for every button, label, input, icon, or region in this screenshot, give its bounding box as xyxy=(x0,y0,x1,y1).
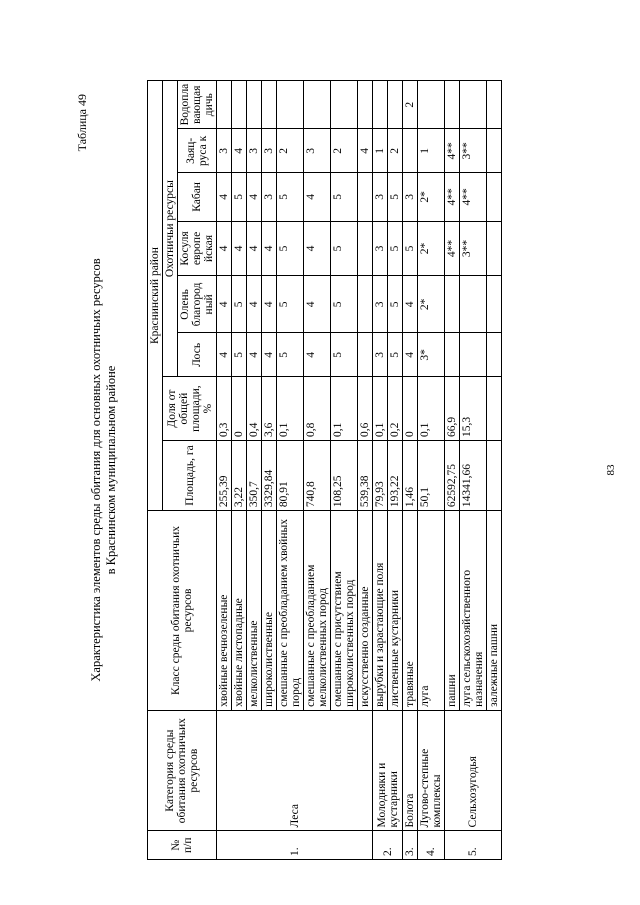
table-row xyxy=(418,81,445,860)
row-class: лиственные кустарники xyxy=(388,511,403,711)
cell-roe: 3 xyxy=(373,221,388,276)
cell-area: 3,22 xyxy=(232,440,247,510)
cell-share: 0,3 xyxy=(217,377,232,441)
header-class: Класс среды обитания охотничьих ресурсов xyxy=(148,511,217,711)
cell-moose: 3 xyxy=(373,333,388,377)
cell-deer xyxy=(358,276,373,333)
cell-hare: 3 xyxy=(247,129,262,173)
cell-moose: 3* xyxy=(418,333,445,377)
header-boar: Кабан xyxy=(178,173,217,221)
header-resources: Охотничьи ресурсы xyxy=(163,81,178,377)
cell-deer: 5 xyxy=(331,276,358,333)
cell-share: 0,1 xyxy=(331,377,358,441)
cell-moose: 5 xyxy=(232,333,247,377)
cell-share: 0,4 xyxy=(247,377,262,441)
row-class: пашни xyxy=(445,511,460,711)
cell-roe: 3** xyxy=(460,221,487,276)
cell-boar: 4 xyxy=(247,173,262,221)
cell-moose: 5 xyxy=(331,333,358,377)
table-caption: Таблица 49 xyxy=(75,94,89,152)
cell-roe xyxy=(487,221,502,276)
cell-share: 0,2 xyxy=(388,377,403,441)
cell-water xyxy=(247,81,262,129)
cell-deer xyxy=(445,276,460,333)
cell-boar: 5 xyxy=(388,173,403,221)
title-line-1: Характеристика элементов среды обитания для основных охотничьих ресурсов xyxy=(89,258,103,682)
cell-boar xyxy=(487,173,502,221)
cell-moose: 4 xyxy=(304,333,331,377)
cell-boar: 4 xyxy=(304,173,331,221)
cell-boar: 5 xyxy=(232,173,247,221)
cell-hare: 1 xyxy=(373,129,388,173)
cell-share: 0,6 xyxy=(358,377,373,441)
row-category: Сельхозугодья xyxy=(445,710,502,831)
cell-share: 0,1 xyxy=(277,377,304,441)
cell-water xyxy=(277,81,304,129)
cell-hare: 3** xyxy=(460,129,487,173)
cell-hare: 2 xyxy=(388,129,403,173)
row-category: Лугово-степные комплексы xyxy=(418,710,445,831)
cell-area: 14341,66 xyxy=(460,440,487,510)
row-class: широколиственные xyxy=(262,511,277,711)
cell-area: 255,39 xyxy=(217,440,232,510)
cell-area: 3329,84 xyxy=(262,440,277,510)
row-category: Молодняки и кустарники xyxy=(373,710,403,831)
cell-deer: 4 xyxy=(217,276,232,333)
cell-water xyxy=(232,81,247,129)
cell-deer: 4 xyxy=(262,276,277,333)
cell-moose xyxy=(445,333,460,377)
cell-moose xyxy=(487,333,502,377)
header-water: Водопла вающая дичь xyxy=(178,81,217,129)
cell-roe: 2* xyxy=(418,221,445,276)
cell-share: 0 xyxy=(403,377,418,441)
cell-deer: 5 xyxy=(388,276,403,333)
cell-share: 66,9 xyxy=(445,377,460,441)
row-num: 4. xyxy=(418,831,445,860)
page-number: 83 xyxy=(605,464,617,476)
cell-area: 740,8 xyxy=(304,440,331,510)
page-title xyxy=(89,80,119,860)
cell-boar: 3 xyxy=(373,173,388,221)
table-row xyxy=(217,81,232,860)
row-category: Леса xyxy=(217,710,373,831)
cell-roe: 5 xyxy=(277,221,304,276)
cell-water xyxy=(418,81,445,129)
row-class: луга xyxy=(418,511,445,711)
cell-roe: 4 xyxy=(262,221,277,276)
cell-boar: 4 xyxy=(217,173,232,221)
cell-roe: 4** xyxy=(445,221,460,276)
row-class: залежные пашни xyxy=(487,511,502,711)
row-class: травяные xyxy=(403,511,418,711)
row-class: смешанные с присутствием широколиственных пород xyxy=(331,511,358,711)
header-area: Площадь, га xyxy=(163,440,217,510)
header-deer: Олень благород ный xyxy=(178,276,217,333)
cell-share: 3,6 xyxy=(262,377,277,441)
title-line-2: в Краснинском муниципальном районе xyxy=(104,365,118,575)
cell-boar xyxy=(358,173,373,221)
cell-area: 79,93 xyxy=(373,440,388,510)
cell-hare: 3 xyxy=(262,129,277,173)
cell-water: 2 xyxy=(403,81,418,129)
cell-boar: 3 xyxy=(262,173,277,221)
rotated-page xyxy=(75,80,617,860)
row-class: искусственно созданные xyxy=(358,511,373,711)
cell-boar: 5 xyxy=(277,173,304,221)
row-class: вырубки и зарастающие поля xyxy=(373,511,388,711)
cell-deer: 5 xyxy=(277,276,304,333)
cell-hare: 1 xyxy=(418,129,445,173)
header-roe: Косуля европе йская xyxy=(178,221,217,276)
cell-deer: 3 xyxy=(373,276,388,333)
cell-roe: 5 xyxy=(388,221,403,276)
cell-hare xyxy=(403,129,418,173)
cell-roe: 5 xyxy=(403,221,418,276)
row-category: Болота xyxy=(403,710,418,831)
cell-area: 108,25 xyxy=(331,440,358,510)
cell-roe: 4 xyxy=(232,221,247,276)
header-district: Краснинский район xyxy=(148,81,163,511)
cell-boar: 2* xyxy=(418,173,445,221)
cell-deer: 4 xyxy=(247,276,262,333)
cell-water xyxy=(331,81,358,129)
cell-deer: 4 xyxy=(403,276,418,333)
table-row xyxy=(445,81,460,860)
cell-deer: 2* xyxy=(418,276,445,333)
cell-water xyxy=(358,81,373,129)
cell-area: 1,46 xyxy=(403,440,418,510)
cell-hare: 2 xyxy=(277,129,304,173)
cell-water xyxy=(487,81,502,129)
cell-water xyxy=(388,81,403,129)
cell-moose xyxy=(460,333,487,377)
cell-moose: 5 xyxy=(388,333,403,377)
cell-hare: 4 xyxy=(232,129,247,173)
cell-hare: 3 xyxy=(217,129,232,173)
cell-hare: 2 xyxy=(331,129,358,173)
header-hare: Заяц-руса к xyxy=(178,129,217,173)
cell-deer: 4 xyxy=(304,276,331,333)
row-num: 1. xyxy=(217,831,373,860)
cell-water xyxy=(217,81,232,129)
table-row xyxy=(373,81,388,860)
cell-roe: 4 xyxy=(304,221,331,276)
cell-water xyxy=(445,81,460,129)
cell-area: 50,1 xyxy=(418,440,445,510)
cell-roe: 4 xyxy=(217,221,232,276)
cell-water xyxy=(460,81,487,129)
cell-water xyxy=(304,81,331,129)
row-class: смешанные с преобладанием мелколиственных пород xyxy=(304,511,331,711)
cell-moose: 4 xyxy=(247,333,262,377)
row-class: смешанные с преобладанием хвойных пород xyxy=(277,511,304,711)
cell-deer: 5 xyxy=(232,276,247,333)
cell-share: 0,1 xyxy=(418,377,445,441)
cell-moose: 4 xyxy=(262,333,277,377)
row-class: мелколиственные xyxy=(247,511,262,711)
cell-share: 0,1 xyxy=(373,377,388,441)
cell-water xyxy=(262,81,277,129)
cell-share xyxy=(487,377,502,441)
cell-boar: 4** xyxy=(445,173,460,221)
row-num: 2. xyxy=(373,831,403,860)
header-category: Категория среды обитания охотничьих ресурсов xyxy=(148,710,217,831)
header-moose: Лось xyxy=(178,333,217,377)
cell-water xyxy=(373,81,388,129)
row-class: луга сельскохозяйственного назначения xyxy=(460,511,487,711)
cell-share: 0 xyxy=(232,377,247,441)
cell-boar: 5 xyxy=(331,173,358,221)
row-num: 5. xyxy=(445,831,502,860)
row-class: хвойные листопадные xyxy=(232,511,247,711)
cell-moose xyxy=(358,333,373,377)
cell-roe: 5 xyxy=(331,221,358,276)
cell-area: 539,38 xyxy=(358,440,373,510)
cell-deer xyxy=(460,276,487,333)
habitat-table xyxy=(147,80,502,860)
cell-area: 193,22 xyxy=(388,440,403,510)
cell-moose: 4 xyxy=(217,333,232,377)
header-num: № п/п xyxy=(148,831,217,860)
cell-area: 350,7 xyxy=(247,440,262,510)
cell-roe xyxy=(358,221,373,276)
cell-hare xyxy=(487,129,502,173)
cell-share: 15,3 xyxy=(460,377,487,441)
cell-area xyxy=(487,440,502,510)
cell-moose: 4 xyxy=(403,333,418,377)
cell-hare: 4** xyxy=(445,129,460,173)
row-class: хвойные вечнозеленые xyxy=(217,511,232,711)
cell-hare: 4 xyxy=(358,129,373,173)
cell-moose: 5 xyxy=(277,333,304,377)
cell-area: 62592,75 xyxy=(445,440,460,510)
cell-share: 0,8 xyxy=(304,377,331,441)
cell-roe: 4 xyxy=(247,221,262,276)
table-row xyxy=(403,81,418,860)
row-num: 3. xyxy=(403,831,418,860)
header-share: Доля от общей площади, % xyxy=(163,377,217,441)
cell-boar: 3 xyxy=(403,173,418,221)
cell-hare: 3 xyxy=(304,129,331,173)
cell-area: 80,91 xyxy=(277,440,304,510)
cell-deer xyxy=(487,276,502,333)
cell-boar: 4** xyxy=(460,173,487,221)
